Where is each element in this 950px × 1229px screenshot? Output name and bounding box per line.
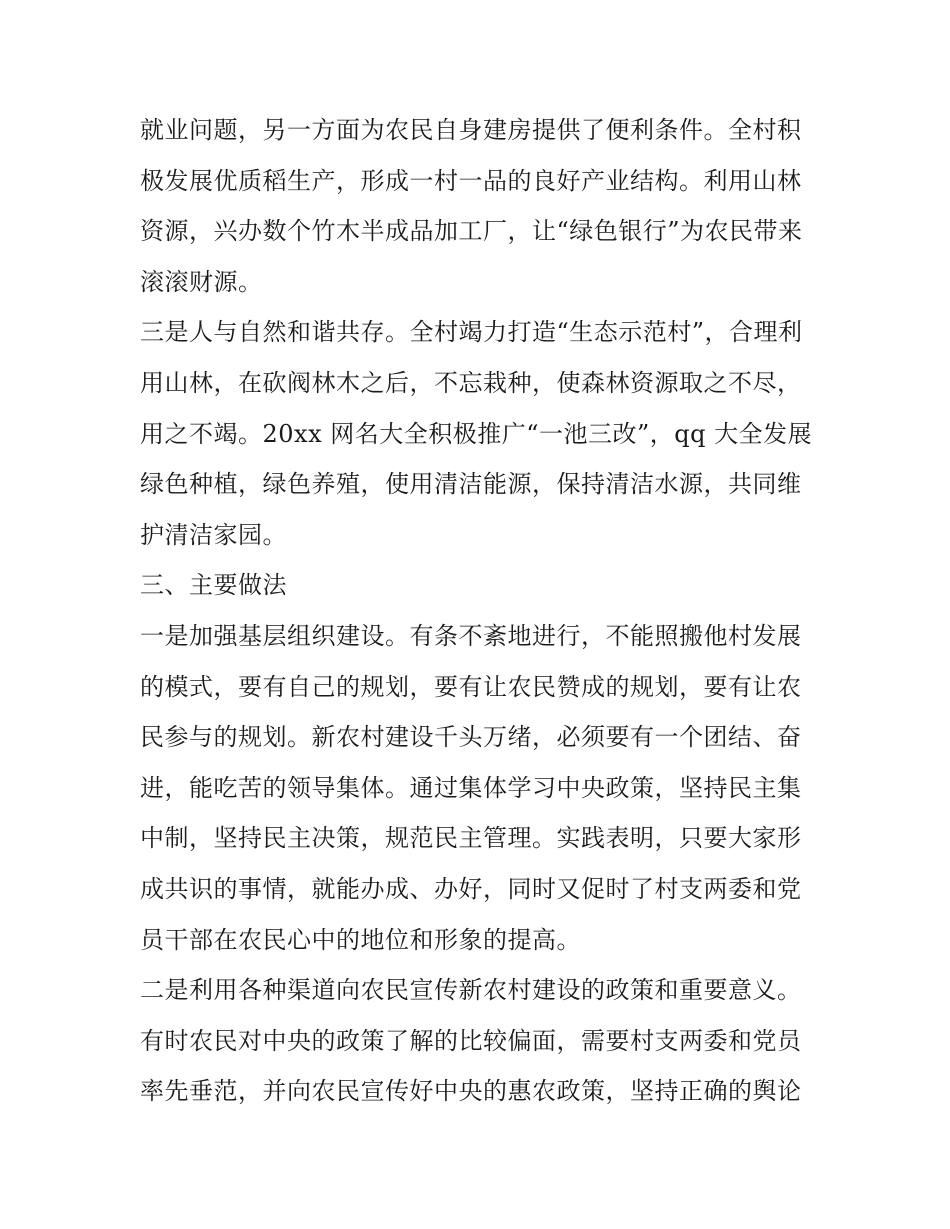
- text-line: 就业问题，另一方面为农民自身建房提供了便利条件。全村积: [140, 116, 802, 144]
- text-line: 成共识的事情，就能办成、办好，同时又促时了村支两委和党: [140, 874, 802, 903]
- text-line: 用之不竭。20xx 网名大全积极推广“一池三改”，qq 大全发展: [140, 419, 813, 448]
- text-line: 有时农民对中央的政策了解的比较偏面，需要村支两委和党员: [140, 1026, 802, 1055]
- text-line: 中制，坚持民主决策，规范民主管理。实践表明，只要大家形: [140, 824, 802, 853]
- text-line: 用山林，在砍阀林木之后，不忘栽种，使森林资源取之不尽，: [140, 368, 802, 397]
- text-line: 护清洁家园。: [140, 520, 287, 549]
- text-line: 二是利用各种渠道向农民宣传新农村建设的政策和重要意义。: [140, 976, 802, 1005]
- text-line: 的模式，要有自己的规划，要有让农民赞成的规划，要有让农: [140, 672, 802, 701]
- text-line: 极发展优质稻生产，形成一村一品的良好产业结构。利用山林: [140, 166, 802, 195]
- text-line: 滚滚财源。: [140, 267, 263, 296]
- text-line: 率先垂范，并向农民宣传好中央的惠农政策，坚持正确的舆论: [140, 1077, 802, 1106]
- text-line: 一是加强基层组织建设。有条不紊地进行，不能照搬他村发展: [140, 621, 802, 650]
- document-body: [140, 105, 812, 1117]
- text-line: 三是人与自然和谐共存。全村竭力打造“生态示范村”，合理利: [140, 318, 803, 347]
- text-line: 员干部在农民心中的地位和形象的提高。: [140, 925, 581, 954]
- text-line: 民参与的规划。新农村建设千头万绪，必须要有一个团结、奋: [140, 723, 802, 752]
- text-line: 进，能吃苦的领导集体。通过集体学习中央政策，坚持民主集: [140, 773, 802, 802]
- text-line: 绿色种植，绿色养殖，使用清洁能源，保持清洁水源，共同维: [140, 470, 802, 499]
- text-line: 资源，兴办数个竹木半成品加工厂，让“绿色银行”为农民带来: [140, 217, 803, 246]
- section-heading: 三、主要做法: [140, 571, 287, 600]
